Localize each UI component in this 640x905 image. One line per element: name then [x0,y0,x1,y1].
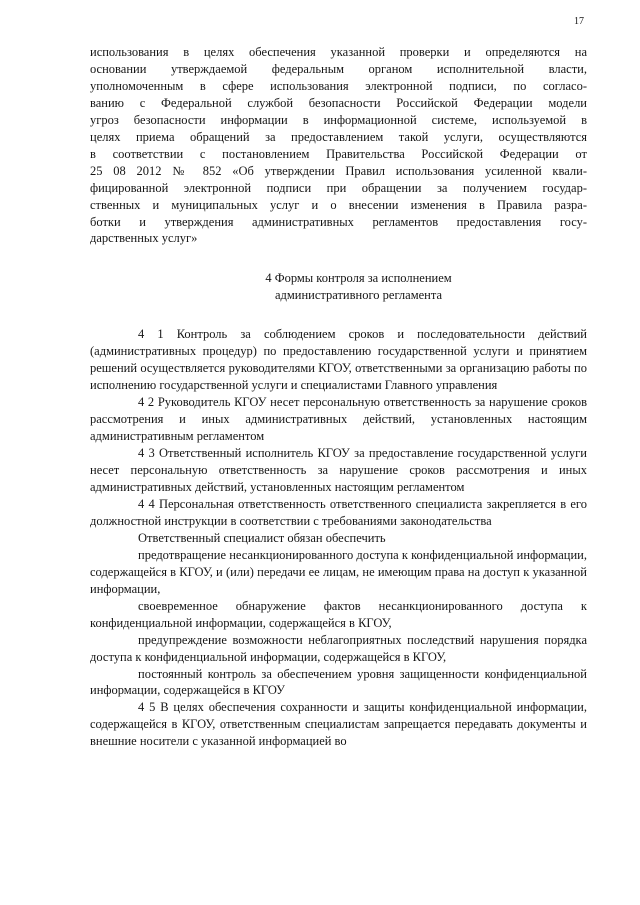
intro-line: целях приема обращений за предоставлением такой услуги, осуществляются [90,129,587,144]
document-body [90,44,587,750]
intro-paragraph [90,44,587,247]
duty-item: предотвращение несанкционированного доступа к конфиденциальной информации, содержащейся в КГОУ, и (или) передачи ее лицам, не имеющим права на доступ к указанной информации, [90,547,587,596]
intro-line: угроз безопасности информации в информационной системе, используемой в [90,112,587,127]
intro-line: в соответствии с постановлением Правительства Российской Федерации от [90,146,587,161]
paragraph-4-1: 4 1 Контроль за соблюдением сроков и последовательности действий (административных процедур) по предоставлению государственной услуги и принятием решений осуществляется руководителями КГОУ, ответственными за организацию работы по исполнению государственной услуги и специалистами Главного управления [90,327,587,393]
section-heading-line-2: административного регламента [274,287,443,302]
intro-line: фицированной электронной подписи при обращении за получением государ- [90,180,587,195]
intro-line: основании утверждаемой федеральным органом исполнительной власти, [90,61,587,76]
intro-line: дарственных услуг» [90,231,198,246]
intro-line: ботки и утверждения административных регламентов предоставления госу- [90,214,587,229]
paragraph-4-4: 4 4 Персональная ответственность ответственного специалиста закрепляется в его должностной инструкции в соответствии с требованиями законодательства [90,496,587,528]
paragraph-4-5: 4 5 В целях обеспечения сохранности и защиты конфиденциальной информации, содержащейся в КГОУ, ответственным специалистам запрещается передавать документы и внешние носители с указанной информацией во [90,700,587,749]
intro-line: использования в целях обеспечения указанной проверки и определяются на [90,45,587,59]
section-heading [90,270,587,303]
page-number: 17 [574,16,584,27]
section-heading-line-1: 4 Формы контроля за исполнением [265,271,452,286]
intro-line: уполномоченным в сфере использования электронной подписи, по согласо- [90,78,587,93]
duties-intro: Ответственный специалист обязан обеспечить [138,530,386,545]
paragraph-4-3: 4 3 Ответственный исполнитель КГОУ за предоставление государственной услуги несет персональную ответственность за нарушение сроков рассмотрения и иных административных действий, установленных настоящим регламентом [90,446,587,495]
paragraph-4-2: 4 2 Руководитель КГОУ несет персональную ответственность за нарушение сроков рассмотрения и иных административных действий, установленных настоящим административным регламентом [90,395,587,444]
intro-line: ственных и муниципальных услуг и о внесении изменения в Правила разра- [90,197,587,212]
duty-item: предупреждение возможности неблагоприятных последствий нарушения порядка доступа к конфиденциальной информации, содержащейся в КГОУ, [90,632,587,664]
duty-item: постоянный контроль за обеспечением уровня защищенности конфиденциальной информации, содержащейся в КГОУ [90,666,587,698]
duty-item: своевременное обнаружение фактов несанкционированного доступа к конфиденциальной информации, содержащейся в КГОУ, [90,598,587,630]
intro-line: 25 08 2012 № 852 «Об утверждении Правил использования усиленной квали- [90,163,587,178]
intro-line: ванию с Федеральной службой безопасности Российской Федерации модели [90,95,587,110]
